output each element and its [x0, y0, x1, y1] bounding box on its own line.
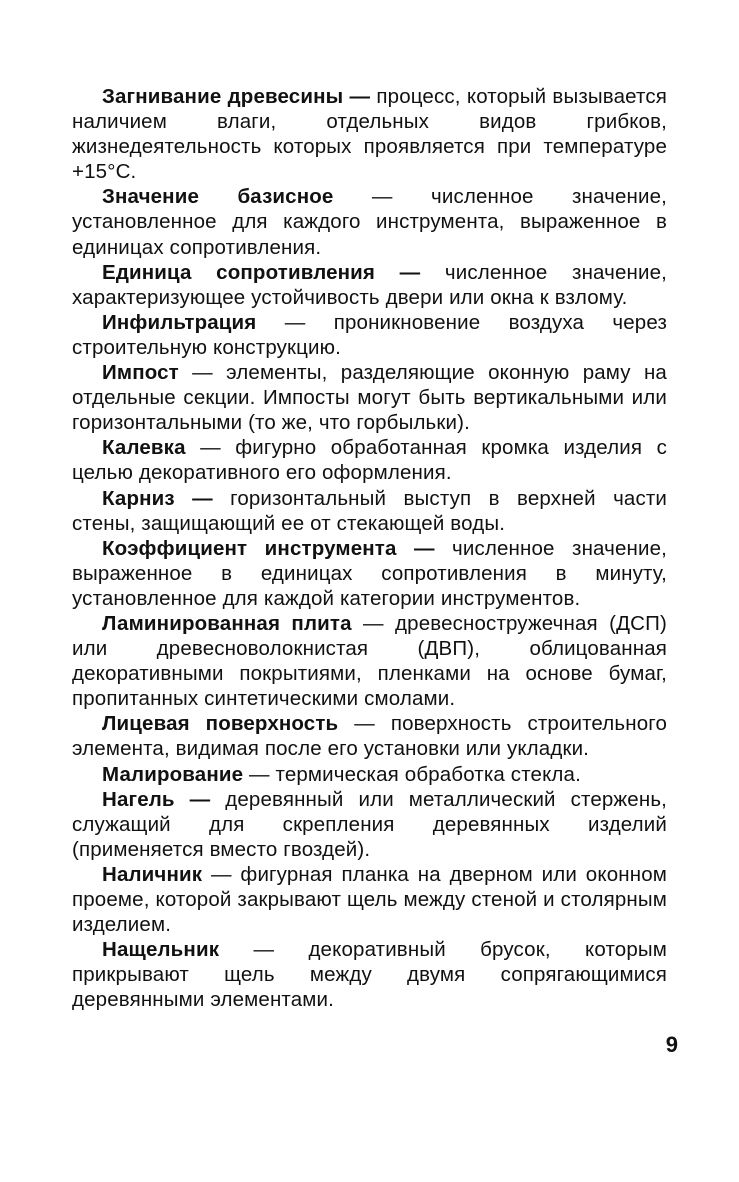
glossary-definition: деревянный или металлический стержень, служащий для скрепления деревянных изделий (применяется вместо гвоздей).: [72, 787, 667, 861]
glossary-term: Загнивание древесины —: [102, 85, 371, 108]
glossary-text: [72, 84, 667, 1012]
glossary-definition: — древесностружечная (ДСП) или древесноволокнистая (ДВП), облицованная декоративными покрытиями, пленками на основе бумаг, пропитанных синтетическими смолами.: [72, 611, 667, 711]
glossary-entry: [72, 611, 667, 711]
glossary-term: Нащельник: [102, 938, 220, 962]
glossary-definition: горизонтальный выступ в верхней части стены, защищающий ее от стекающей воды.: [72, 486, 667, 535]
page-number: 9: [665, 1032, 678, 1057]
glossary-definition: — проникновение воздуха через строительную конструкцию.: [72, 310, 667, 359]
glossary-term: Инфильтрация: [102, 310, 257, 334]
glossary-term: Малирование: [102, 762, 244, 786]
glossary-term: Коэффициент инструмента —: [102, 536, 435, 560]
glossary-term: Импост: [102, 361, 179, 385]
glossary-term: Значение базисное: [102, 185, 334, 209]
glossary-entry: [72, 84, 667, 184]
glossary-term: Калевка: [102, 436, 186, 460]
glossary-entry: [72, 787, 667, 862]
glossary-entry: [72, 711, 667, 761]
glossary-definition: — численное значение, установленное для каждого инструмента, выраженное в единицах сопротивления.: [72, 185, 667, 259]
glossary-term: Единица сопротивления —: [102, 260, 421, 284]
glossary-entry: [72, 435, 667, 485]
glossary-entry: [72, 762, 667, 787]
glossary-term: Наличник: [102, 862, 203, 886]
glossary-entry: [72, 536, 667, 611]
glossary-definition: — элементы, разделяющие оконную раму на отдельные секции. Импосты могут быть вертикальными или горизонтальными (то же, что горбыльки).: [72, 361, 667, 435]
glossary-entry: [72, 310, 667, 360]
glossary-definition: — декоративный брусок, которым прикрывают щель между двумя сопрягающимися деревянными элементами.: [72, 938, 667, 1012]
glossary-entry: [72, 862, 667, 937]
glossary-entry: [72, 184, 667, 259]
glossary-term: Нагель —: [102, 787, 211, 811]
glossary-definition: — термическая обработка стекла.: [243, 762, 581, 786]
glossary-entry: [72, 937, 667, 1012]
glossary-definition: — фигурно обработанная кромка изделия с целью декоративного его оформления.: [72, 436, 667, 485]
glossary-definition: численное значение, выраженное в единицах сопротивления в минуту, установленное для каждой категории инструментов.: [72, 536, 667, 610]
glossary-definition: — фигурная планка на дверном или оконном проеме, которой закрывают щель между стеной и столярным изделием.: [72, 862, 667, 937]
glossary-term: Карниз —: [102, 486, 213, 510]
glossary-definition: численное значение, характеризующее устойчивость двери или окна к взлому.: [72, 260, 668, 309]
glossary-definition: процесс, который вызывается наличием влаги, отдельных видов грибков, жизнедеятельность которых проявляется при температуре +15°С.: [72, 85, 667, 184]
glossary-term: Ламинированная плита: [102, 611, 352, 635]
glossary-definition: — поверхность строительного элемента, видимая после его установки или укладки.: [72, 712, 667, 761]
glossary-entry: [72, 260, 667, 310]
glossary-term: Лицевая поверхность: [102, 712, 339, 736]
glossary-entry: [72, 360, 667, 435]
glossary-entry: [72, 486, 667, 536]
